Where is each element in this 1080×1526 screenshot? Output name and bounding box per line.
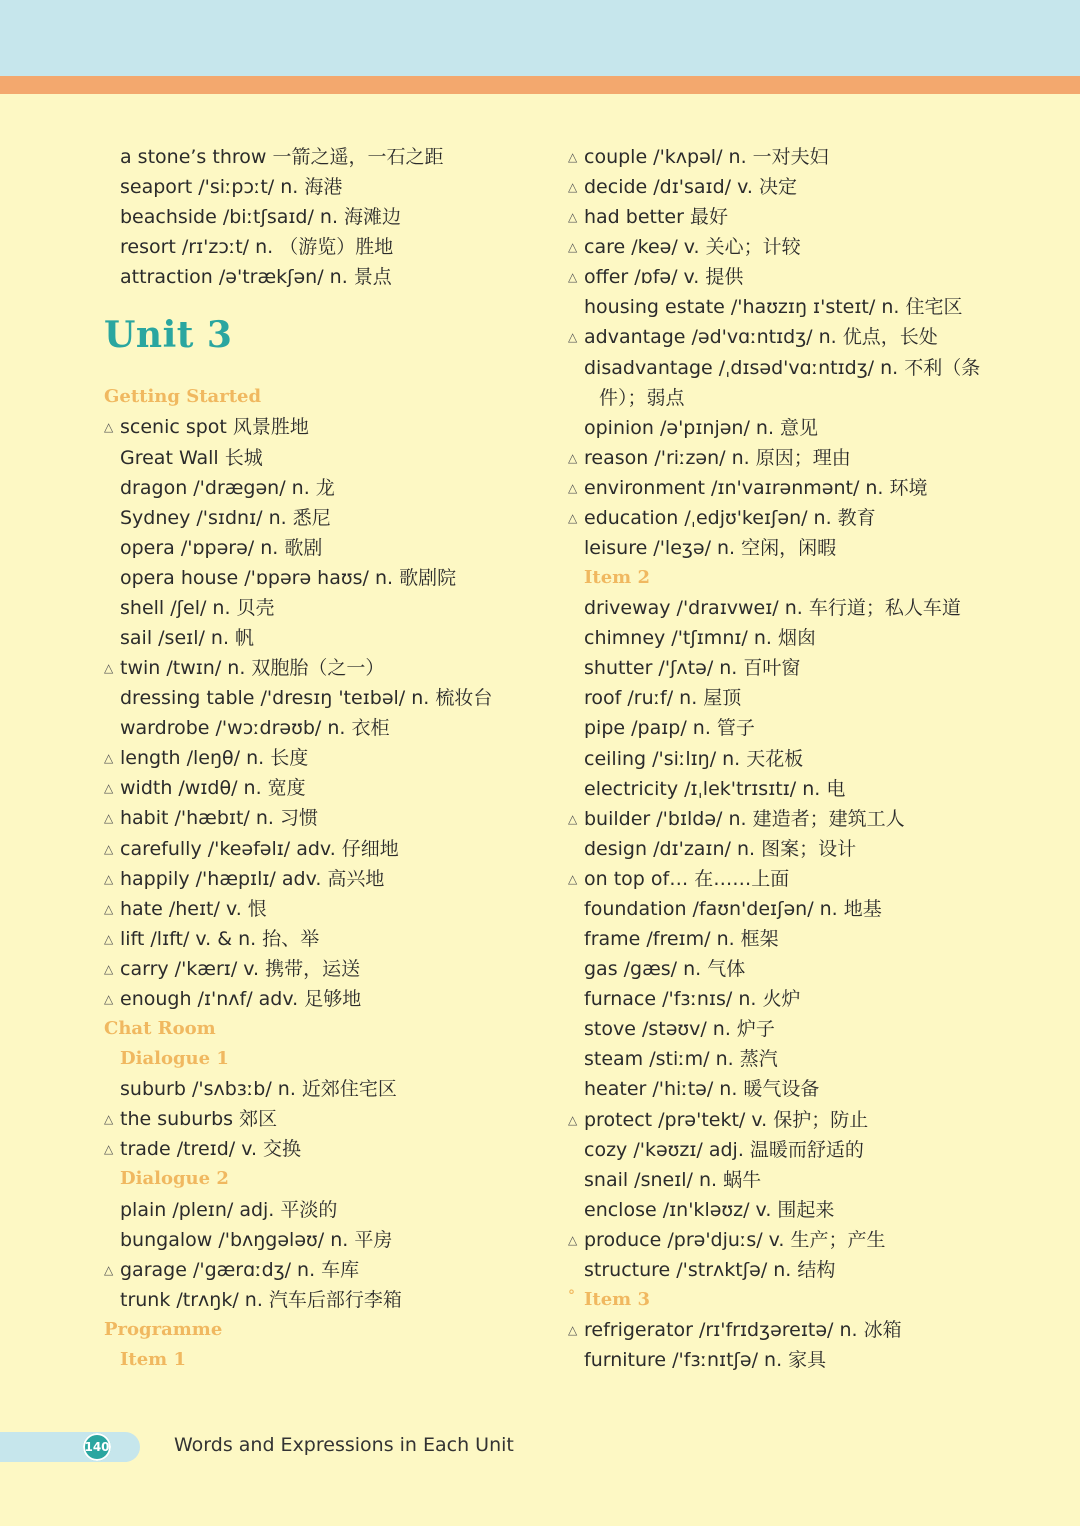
vocab-entry-marked: △ twin /twɪn/ n. 双胞胎（之一） <box>104 653 544 683</box>
vocab-entry: stove /stəʊv/ n. 炉子 <box>584 1018 775 1041</box>
section-heading: Programme <box>104 1318 223 1340</box>
vocab-entry: structure /'strʌktʃə/ n. 结构 <box>584 1258 836 1281</box>
vocab-entry: electricity /ɪˌlek'trɪsɪtɪ/ n. 电 <box>584 777 846 800</box>
vocab-entry-marked: △ care /keə/ v. 关心；计较 <box>568 232 968 262</box>
vocab-entry: plain /pleɪn/ adj. 平淡的 <box>120 1198 338 1221</box>
vocab-entry-marked: △ happily /'hæpɪlɪ/ adv. 高兴地 <box>104 864 544 894</box>
vocab-entry-marked: △ the suburbs 郊区 <box>104 1104 544 1134</box>
vocab-entry-marked: △ habit /'hæbɪt/ n. 习惯 <box>104 803 544 833</box>
subsection-heading: Item 1 <box>120 1348 187 1370</box>
vocab-entry: opera /'ɒpərə/ n. 歌剧 <box>120 536 323 559</box>
vocab-entry-marked: △ garage /'gærɑːdʒ/ n. 车库 <box>104 1255 544 1285</box>
unit-heading-block <box>104 292 544 382</box>
vocab-entry: furniture /'fɜːnɪtʃə/ n. 家具 <box>584 1349 827 1372</box>
vocab-entry: snail /sneɪl/ n. 蜗牛 <box>584 1168 762 1191</box>
vocab-entry-marked: △ carry /'kærɪ/ v. 携带，运送 <box>104 954 544 984</box>
vocab-entry-marked: △ couple /'kʌpəl/ n. 一对夫妇 <box>568 142 968 172</box>
vocab-entry-marked: △ trade /treɪd/ v. 交换 <box>104 1134 544 1164</box>
vocab-entry-marked: △ advantage /əd'vɑːntɪdʒ/ n. 优点，长处 <box>568 322 968 352</box>
vocab-entry-marked: △ lift /lɪft/ v. & n. 抬、举 <box>104 924 544 954</box>
vocab-entry: trunk /trʌŋk/ n. 汽车后部行李箱 <box>120 1288 402 1311</box>
header-stripe <box>0 76 1080 94</box>
vocab-entry: a stone’s throw 一箭之遥，一石之距 <box>120 146 444 168</box>
vocab-entry-marked: △ length /leŋθ/ n. 长度 <box>104 743 544 773</box>
vocab-entry: resort /rɪ'zɔːt/ n. （游览）胜地 <box>120 236 394 259</box>
vocab-entry-marked: △ education /ˌedjʊ'keɪʃən/ n. 教育 <box>568 503 968 533</box>
vocab-entry-marked: △ scenic spot 风景胜地 <box>104 412 544 442</box>
vocab-entry-marked: △ carefully /'keəfəlɪ/ adv. 仔细地 <box>104 834 544 864</box>
vocab-entry: housing estate /'haʊzɪŋ ɪ'steɪt/ n. 住宅区 <box>584 296 963 319</box>
subsection-heading: Dialogue 1 <box>120 1048 229 1070</box>
vocab-entry: Great Wall 长城 <box>120 446 263 469</box>
vocab-entry: foundation /faʊn'deɪʃən/ n. 地基 <box>584 897 882 920</box>
vocab-entry: dressing table /'dresɪŋ 'teɪbəl/ n. 梳妆台 <box>120 687 493 710</box>
vocab-entry: opinion /ə'pɪnjən/ n. 意见 <box>584 416 819 439</box>
word-list-continued <box>104 142 544 292</box>
vocab-entry: seaport /'siːpɔːt/ n. 海港 <box>120 176 343 199</box>
vocab-entry: attraction /ə'trækʃən/ n. 景点 <box>120 266 392 289</box>
vocab-entry: frame /freɪm/ n. 框架 <box>584 928 779 951</box>
left-column <box>104 142 544 1375</box>
vocab-entry: leisure /'leʒə/ n. 空闲，闲暇 <box>584 537 837 560</box>
vocab-entry-marked: △ enough /ɪ'nʌf/ adv. 足够地 <box>104 984 544 1014</box>
vocab-entry: cozy /'kəʊzɪ/ adj. 温暖而舒适的 <box>584 1138 864 1161</box>
section-heading: Chat Room <box>104 1018 216 1040</box>
vocab-entry: disadvantage /ˌdɪsəd'vɑːntɪdʒ/ n. 不利（条 <box>584 356 981 379</box>
vocab-entry: shutter /'ʃʌtə/ n. 百叶窗 <box>584 657 801 680</box>
word-list-unit3 <box>104 382 544 1375</box>
section-heading: Getting Started <box>104 386 262 408</box>
vocab-entry-marked: △ had better 最好 <box>568 202 968 232</box>
vocab-entry-marked: △ protect /prə'tekt/ v. 保护；防止 <box>568 1105 968 1135</box>
vocab-entry: chimney /'tʃɪmnɪ/ n. 烟囱 <box>584 627 816 650</box>
vocab-entry: design /dɪ'zaɪn/ n. 图案；设计 <box>584 837 857 860</box>
vocab-entry: wardrobe /'wɔːdrəʊb/ n. 衣柜 <box>120 717 390 740</box>
subsection-heading: Item 2 <box>584 567 651 589</box>
vocab-entry: enclose /ɪn'kləʊz/ v. 围起来 <box>584 1198 835 1221</box>
vocab-entry-marked: △ produce /prə'djuːs/ v. 生产；产生 <box>568 1225 968 1255</box>
vocab-entry-marked: △ decide /dɪ'saɪd/ v. 决定 <box>568 172 968 202</box>
vocab-entry-marked: △ width /wɪdθ/ n. 宽度 <box>104 773 544 803</box>
vocab-entry: dragon /'drægən/ n. 龙 <box>120 476 335 499</box>
header-band <box>0 0 1080 76</box>
right-column <box>568 142 981 1375</box>
vocab-entry: bungalow /'bʌŋgələʊ/ n. 平房 <box>120 1228 393 1251</box>
unit-title: Unit 3 <box>104 314 233 357</box>
vocab-entry-marked: △ builder /'bɪldə/ n. 建造者；建筑工人 <box>568 804 968 834</box>
vocab-entry-continuation: 件）；弱点 <box>599 386 685 409</box>
vocab-entry-marked: △ refrigerator /rɪ'frɪdʒəreɪtə/ n. 冰箱 <box>568 1315 968 1345</box>
footer-title: Words and Expressions in Each Unit <box>174 1434 514 1456</box>
vocab-entry-marked: △ offer /ɒfə/ v. 提供 <box>568 262 968 292</box>
subsection-heading: ° Item 3 <box>568 1285 968 1315</box>
vocab-entry-marked: △ environment /ɪn'vaɪrənmənt/ n. 环境 <box>568 473 968 503</box>
vocab-entry: driveway /'draɪvweɪ/ n. 车行道；私人车道 <box>584 597 961 620</box>
vocab-entry: opera house /'ɒpərə haʊs/ n. 歌剧院 <box>120 566 457 589</box>
vocab-entry: pipe /paɪp/ n. 管子 <box>584 717 755 740</box>
vocab-entry: shell /ʃel/ n. 贝壳 <box>120 596 275 619</box>
vocab-entry-marked: △ reason /'riːzən/ n. 原因；理由 <box>568 443 968 473</box>
vocab-entry: gas /gæs/ n. 气体 <box>584 958 746 981</box>
vocab-entry: roof /ruːf/ n. 屋顶 <box>584 687 742 710</box>
vocab-entry: Sydney /'sɪdnɪ/ n. 悉尼 <box>120 506 331 529</box>
vocab-entry: ceiling /'siːlɪŋ/ n. 天花板 <box>584 747 804 770</box>
vocab-entry-marked: △ on top of… 在……上面 <box>568 864 968 894</box>
vocab-entry: sail /seɪl/ n. 帆 <box>120 627 255 650</box>
word-list-right <box>568 142 981 1375</box>
vocab-entry: steam /stiːm/ n. 蒸汽 <box>584 1048 778 1071</box>
footer-tab <box>0 1432 140 1462</box>
vocab-entry: furnace /'fɜːnɪs/ n. 火炉 <box>584 988 801 1011</box>
page-number: 140 <box>83 1433 111 1461</box>
vocab-entry: heater /'hiːtə/ n. 暖气设备 <box>584 1078 820 1101</box>
vocab-entry-marked: △ hate /heɪt/ v. 恨 <box>104 894 544 924</box>
vocab-entry: beachside /biːtʃsaɪd/ n. 海滩边 <box>120 206 402 229</box>
subsection-heading: Dialogue 2 <box>120 1168 229 1190</box>
vocab-entry: suburb /'sʌbɜːb/ n. 近郊住宅区 <box>120 1078 397 1101</box>
